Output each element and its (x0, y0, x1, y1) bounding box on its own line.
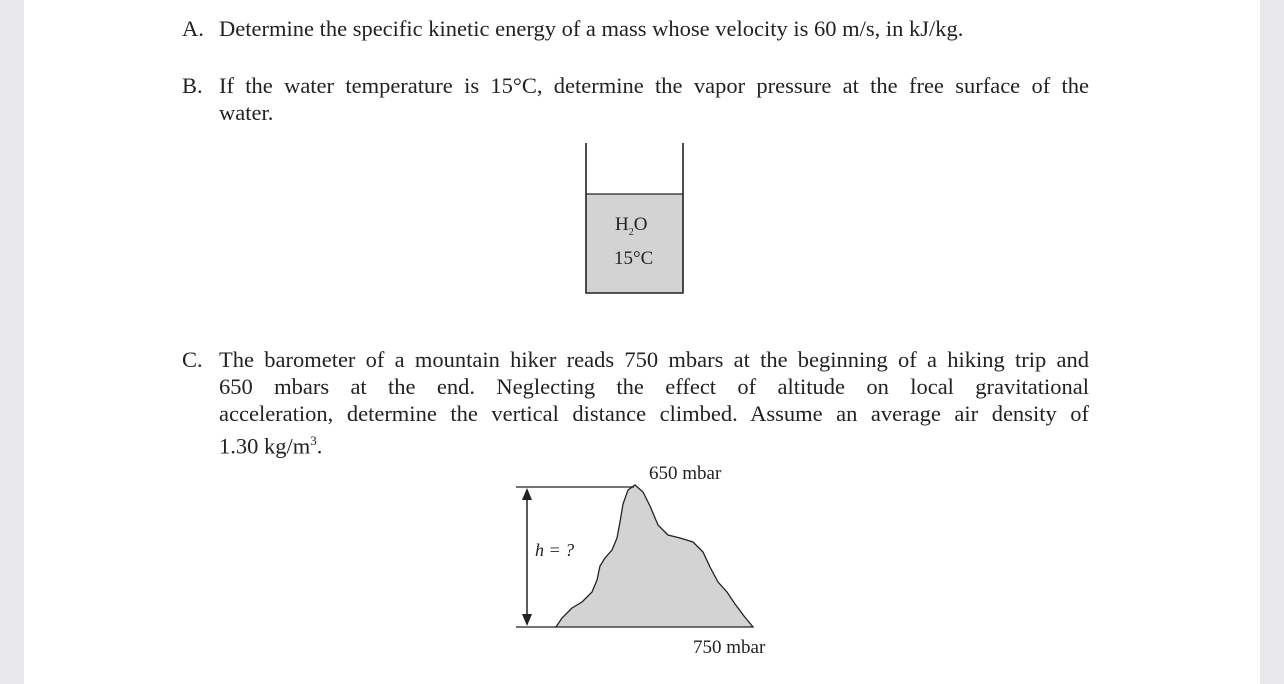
beaker-substance-label: $H_2O$ (615, 214, 648, 238)
question-b-label: B. (182, 73, 203, 98)
question-c-text (219, 346, 1089, 460)
beaker-temperature-label: 15°C (614, 248, 654, 269)
question-b-line-1: If the water temperature is 15°C, determine the vapor pressure at the free surface of the (219, 73, 1089, 98)
height-arrow-up (522, 488, 532, 500)
question-a-label: A. (182, 16, 204, 41)
question-c-label: C. (182, 347, 203, 372)
water-fill (586, 194, 683, 293)
question-c-line-1: The barometer of a mountain hiker reads 750 mbars at the beginning of a hiking trip and (219, 347, 1089, 372)
summit-pressure-label: 650 mbar (649, 463, 722, 484)
question-c-line-2: 650 mbars at the end. Neglecting the effect of altitude on local gravitational (219, 374, 1089, 399)
question-b-text (219, 72, 1089, 126)
question-b-line-2: water. (219, 100, 274, 125)
base-pressure-label: 750 mbar (693, 637, 766, 658)
question-c-line-4: 1.30 $kg/m^3$. (219, 433, 323, 459)
height-unknown-label: h = ? (535, 540, 575, 560)
question-c-line-3: acceleration, determine the vertical distance climbed. Assume an average air density of (219, 401, 1089, 426)
mountain-shape (556, 485, 753, 627)
height-arrow-down (522, 614, 532, 626)
question-a-text: Determine the specific kinetic energy of a mass whose velocity is 60 m/s, in kJ/kg. (219, 16, 964, 41)
